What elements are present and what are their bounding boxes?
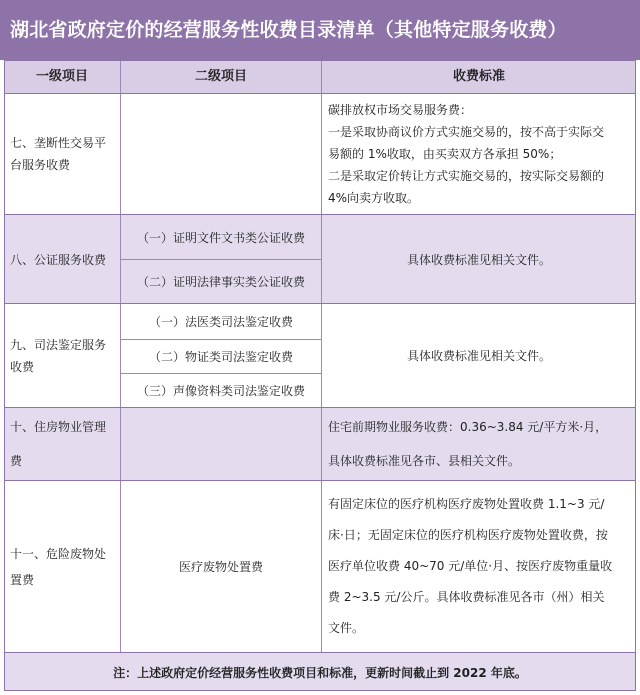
row10-level1-line1: 十、住房物业管理 xyxy=(10,420,107,434)
row10-standard-line1: 住宅前期物业服务收费：0.36~3.84 元/平方米·月， xyxy=(328,420,608,434)
row11-standard xyxy=(322,481,636,652)
row10-level2 xyxy=(120,408,322,480)
page-title: 湖北省政府定价的经营服务性收费目录清单（其他特定服务收费） xyxy=(0,0,640,60)
row9-level1 xyxy=(4,304,120,407)
row7-standard xyxy=(322,94,636,214)
row11-standard-line1: 有固定床位的医疗机构医疗废物处置收费 1.1~3 元/ xyxy=(328,497,605,511)
row9-level2-item2: （二）物证类司法鉴定收费 xyxy=(120,340,322,373)
row8-level2-item1: （一）证明文件文书类公证收费 xyxy=(120,215,322,259)
row9-level1-line1: 九、司法鉴定服务 xyxy=(10,337,107,352)
row10-level1 xyxy=(4,408,120,480)
row11-level1 xyxy=(4,481,120,652)
row9-level2-item1: （一）法医类司法鉴定收费 xyxy=(120,304,322,339)
row11-level1-line1: 十一、危险废物处 xyxy=(10,546,107,561)
row9-standard: 具体收费标准见相关文件。 xyxy=(322,304,636,407)
row7-level1 xyxy=(4,94,120,214)
header-level2: 二级项目 xyxy=(120,60,322,94)
row9-level2-item3: （三）声像资料类司法鉴定收费 xyxy=(120,374,322,407)
row7-standard-line4: 二是采取定价转让方式实施交易的，按实际交易额的 xyxy=(328,169,605,183)
header-standard: 收费标准 xyxy=(322,60,636,94)
row11-level2: 医疗废物处置费 xyxy=(120,481,322,652)
footnote: 注：上述政府定价经营服务性收费项目和标准，更新时间截止到 2022 年底。 xyxy=(4,652,636,691)
row7-standard-line2: 一是采取协商议价方式实施交易的，按不高于实际交 xyxy=(328,125,605,139)
row7-level1-line2: 台服务收费 xyxy=(10,158,71,172)
row7-level2 xyxy=(120,94,322,214)
row9-level1-line2: 收费 xyxy=(10,359,35,374)
row7-standard-line1: 碳排放权市场交易服务费： xyxy=(328,103,473,117)
header-level1: 一级项目 xyxy=(4,60,120,94)
row8-level1: 八、公证服务收费 xyxy=(4,215,120,303)
row11-standard-line5: 文件。 xyxy=(328,621,365,635)
row11-standard-line4: 费 2~3.5 元/公斤。具体收费标准见各市（州）相关 xyxy=(328,590,605,604)
row11-level1-line2: 置费 xyxy=(10,572,35,587)
row7-standard-line3: 易额的 1%收取，由买卖双方各承担 50%； xyxy=(328,147,562,161)
row8-level2-item2: （二）证明法律事实类公证收费 xyxy=(120,260,322,303)
row7-standard-line5: 4%向卖方收取。 xyxy=(328,191,420,205)
row8-standard: 具体收费标准见相关文件。 xyxy=(322,215,636,303)
row10-standard xyxy=(322,408,636,480)
row7-level1-line1: 七、垄断性交易平 xyxy=(10,136,107,150)
row11-standard-line2: 床·日；无固定床位的医疗机构医疗废物处置收费，按 xyxy=(328,528,608,542)
row10-standard-line2: 具体收费标准见各市、县相关文件。 xyxy=(328,454,521,468)
row11-standard-line3: 医疗单位收费 40~70 元/单位·月、按医疗废物重量收 xyxy=(328,559,613,573)
row10-level1-line2: 费 xyxy=(10,454,23,468)
